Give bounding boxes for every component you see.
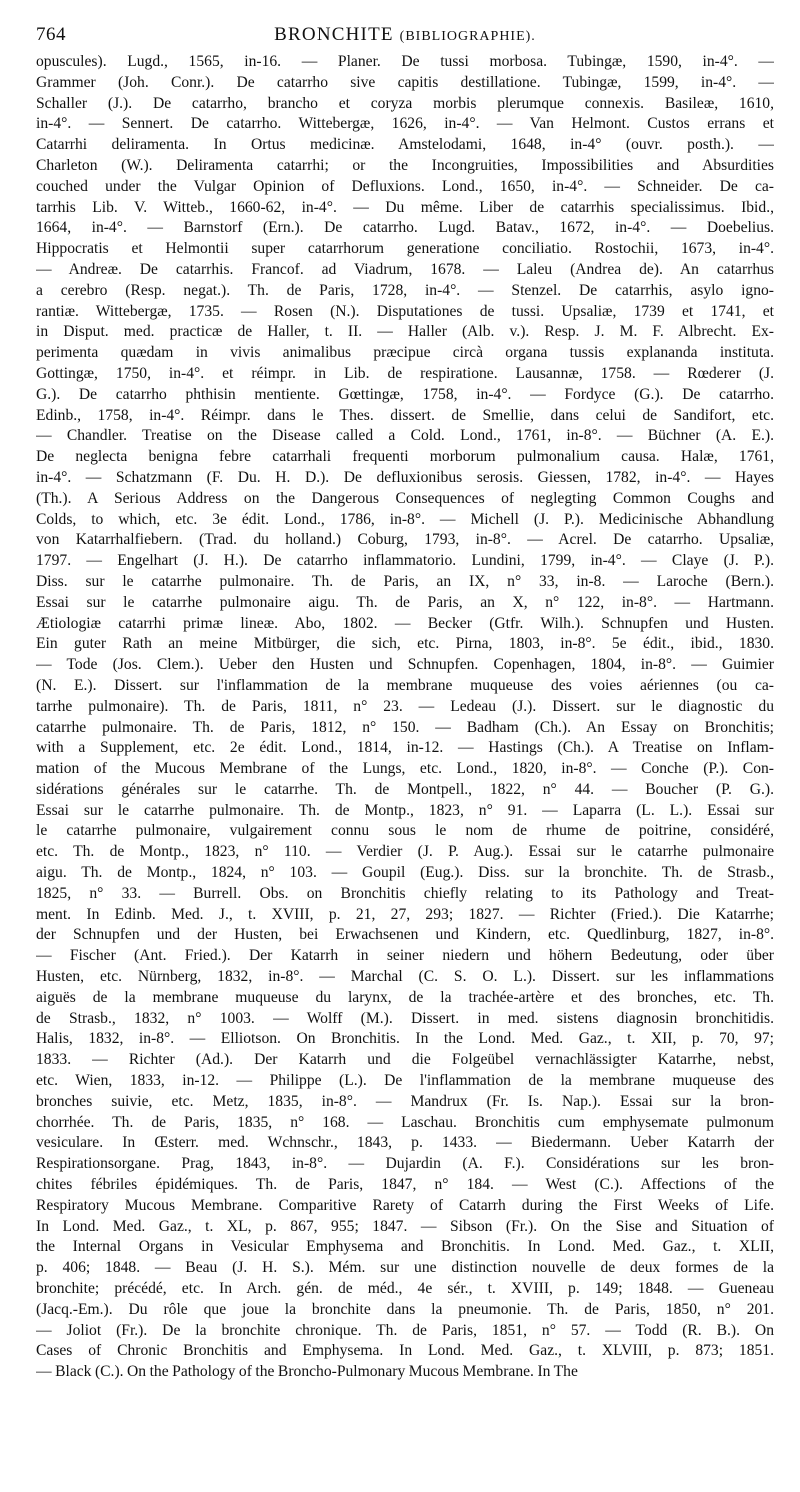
text-line: Respiratory Mucous Membrane. Comparitive Rarety of Catarrh during the First Weeks of Life.	[36, 1196, 774, 1214]
text-line: Halis, 1832, in-8°. — Elliotson. On Bronchitis. In the Lond. Med. Gaz., t. XII, p. 70, 97;	[36, 1030, 774, 1048]
text-line: vesiculare. In Œsterr. med. Wchnschr., 1843, p. 1433. — Biedermann. Ueber Katarrh der	[36, 1134, 774, 1152]
running-header	[36, 18, 774, 52]
page-number: 764	[36, 24, 66, 45]
text-line: Essai sur le catarrhe pulmonaire. Th. de Montp., 1823, n° 91. — Laparra (L. L.). Essai sur	[36, 801, 774, 819]
page	[36, 18, 774, 1383]
text-line: Edinb., 1758, in-4°. Réimpr. dans le Thes. dissert. de Smellie, dans celui de Sandifort, etc.	[36, 406, 774, 424]
text-line: etc. Wien, 1833, in-12. — Philippe (L.). De l'inflammation de la membrane muqueuse des	[36, 1072, 774, 1090]
text-line: Cases of Chronic Bronchitis and Emphysema. In Lond. Med. Gaz., t. XLVIII, p. 873; 1851.	[36, 1342, 774, 1360]
text-line: — Joliot (Fr.). De la bronchite chronique. Th. de Paris, 1851, n° 57. — Todd (R. B.). On	[36, 1321, 774, 1339]
text-line: — Fischer (Ant. Fried.). Der Katarrh in seiner niedern und höhern Bedeutung, oder über	[36, 947, 774, 965]
running-title-subtitle: (BIBLIOGRAPHIE).	[399, 29, 536, 44]
text-line: in-4°. — Schatzmann (F. Du. H. D.). De defluxionibus serosis. Giessen, 1782, in-4°. — Hayes	[36, 468, 774, 486]
text-line: aiguës de la membrane muqueuse du larynx, de la trachée-artère et des bronches, etc. Th.	[36, 988, 774, 1006]
text-line: Husten, etc. Nürnberg, 1832, in-8°. — Marchal (C. S. O. L.). Dissert. sur les inflammations	[36, 968, 774, 986]
text-line: Diss. sur le catarrhe pulmonaire. Th. de Paris, an IX, n° 33, in-8. — Laroche (Bern.).	[36, 572, 774, 590]
text-line: Schaller (J.). De catarrho, brancho et coryza morbis plerumque connexis. Basileæ, 1610,	[36, 94, 774, 112]
text-line: Hippocratis et Helmontii super catarrhorum generatione conciliatio. Rostochii, 1673, in-4°.	[36, 240, 774, 258]
text-line: (Th.). A Serious Address on the Dangerous Consequences of neglegting Common Coughs and	[36, 489, 774, 507]
text-line: In Lond. Med. Gaz., t. XL, p. 867, 955; 1847. — Sibson (Fr.). On the Sise and Situation of	[36, 1217, 774, 1235]
text-line: perimenta quædam in vivis animalibus præcipue circà organa tussis explananda instituta.	[36, 344, 774, 362]
text-line: Gottingæ, 1750, in-4°. et réimpr. in Lib. de respiratione. Lausannæ, 1758. — Rœderer (J.	[36, 364, 774, 382]
text-line: (N. E.). Dissert. sur l'inflammation de la membrane muqueuse des voies aériennes (ou ca-	[36, 676, 774, 694]
text-line: the Internal Organs in Vesicular Emphysema and Bronchitis. In Lond. Med. Gaz., t. XLII,	[36, 1238, 774, 1256]
text-line: Grammer (Joh. Conr.). De catarrho sive capitis destillatione. Tubingæ, 1599, in-4°. —	[36, 73, 774, 91]
text-line: couched under the Vulgar Opinion of Defluxions. Lond., 1650, in-4°. — Schneider. De ca-	[36, 177, 774, 195]
text-line: Ein guter Rath an meine Mitbürger, die sich, etc. Pirna, 1803, in-8°. 5e édit., ibid., 1830.	[36, 635, 774, 653]
text-line: p. 406; 1848. — Beau (J. H. S.). Mém. sur une distinction nouvelle de deux formes de la	[36, 1259, 774, 1277]
text-line: with a Supplement, etc. 2e édit. Lond., 1814, in-12. — Hastings (Ch.). A Treatise on Inflam-	[36, 739, 774, 757]
text-line: mation of the Mucous Membrane of the Lungs, etc. Lond., 1820, in-8°. — Conche (P.). Con-	[36, 760, 774, 778]
running-title	[36, 24, 774, 46]
text-line: De neglecta benigna febre catarrhali frequenti morborum pulmonalium causa. Halæ, 1761,	[36, 448, 774, 466]
text-line: der Schnupfen und der Husten, bei Erwachsenen und Kindern, etc. Quedlinburg, 1827, in-8°.	[36, 926, 774, 944]
text-line: chites fébriles épidémiques. Th. de Paris, 1847, n° 184. — West (C.). Affections of the	[36, 1176, 774, 1194]
text-line: tarrhe pulmonaire). Th. de Paris, 1811, n° 23. — Ledeau (J.). Dissert. sur le diagnostic du	[36, 697, 774, 715]
text-line: — Chandler. Treatise on the Disease called a Cold. Lond., 1761, in-8°. — Büchner (A. E.).	[36, 427, 774, 445]
text-line: Ætiologiæ catarrhi primæ lineæ. Abo, 1802. — Becker (Gtfr. Wilh.). Schnupfen und Husten.	[36, 614, 774, 632]
text-line: rantiæ. Wittebergæ, 1735. — Rosen (N.). Disputationes de tussi. Upsaliæ, 1739 et 1741, et	[36, 302, 774, 320]
text-line: — Black (C.). On the Pathology of the Broncho-Pulmonary Mucous Membrane. In The	[36, 1363, 578, 1381]
text-line: 1825, n° 33. — Burrell. Obs. on Bronchitis chiefly relating to its Pathology and Treat-	[36, 884, 774, 902]
text-line: a cerebro (Resp. negat.). Th. de Paris, 1728, in-4°. — Stenzel. De catarrhis, asylo igno-	[36, 281, 774, 299]
text-line: — Andreæ. De catarrhis. Francof. ad Viadrum, 1678. — Laleu (Andrea de). An catarrhus	[36, 260, 774, 278]
text-line: Respirationsorgane. Prag, 1843, in-8°. — Dujardin (A. F.). Considérations sur les bron-	[36, 1155, 774, 1173]
text-line: 1833. — Richter (Ad.). Der Katarrh und die Folgeübel vernachlässigter Katarrhe, nebst,	[36, 1051, 774, 1069]
text-line: — Tode (Jos. Clem.). Ueber den Husten und Schnupfen. Copenhagen, 1804, in-8°. — Guimier	[36, 656, 774, 674]
text-line: Charleton (W.). Deliramenta catarrhi; or the Incongruities, Impossibilities and Absurdities	[36, 156, 774, 174]
text-line: tarrhis Lib. V. Witteb., 1660-62, in-4°. — Du même. Liber de catarrhis specialissimus. Ibid.,	[36, 198, 774, 216]
text-line: in-4°. — Sennert. De catarrho. Wittebergæ, 1626, in-4°. — Van Helmont. Custos errans et	[36, 115, 774, 133]
text-line: 1797. — Engelhart (J. H.). De catarrho inflammatorio. Lundini, 1799, in-4°. — Claye (J. P.).	[36, 552, 774, 570]
text-line: bronchite; précédé, etc. In Arch. gén. de méd., 4e sér., t. XVIII, p. 149; 1848. — Gueneau	[36, 1280, 774, 1298]
text-line: opuscules). Lugd., 1565, in-16. — Planer. De tussi morbosa. Tubingæ, 1590, in-4°. —	[36, 53, 774, 70]
text-line: ment. In Edinb. Med. J., t. XVIII, p. 21, 27, 293; 1827. — Richter (Fried.). Die Katarrhe;	[36, 905, 774, 923]
text-line: von Katarrhalfiebern. (Trad. du holland.) Coburg, 1793, in-8°. — Acrel. De catarrho. Upsaliæ,	[36, 531, 774, 549]
text-line: Essai sur le catarrhe pulmonaire aigu. Th. de Paris, an X, n° 122, in-8°. — Hartmann.	[36, 593, 774, 611]
text-line: 1664, in-4°. — Barnstorf (Ern.). De catarrho. Lugd. Batav., 1672, in-4°. — Doebelius.	[36, 219, 774, 237]
text-line: de Strasb., 1832, n° 1003. — Wolff (M.). Dissert. in med. sistens diagnosin bronchitidis.	[36, 1009, 774, 1027]
text-line: (Jacq.-Em.). Du rôle que joue la bronchite dans la pneumonie. Th. de Paris, 1850, n° 201.	[36, 1300, 774, 1318]
text-line: chorrhée. Th. de Paris, 1835, n° 168. — Laschau. Bronchitis cum emphysemate pulmonum	[36, 1113, 774, 1131]
text-line: G.). De catarrho phthisin mentiente. Gœttingæ, 1758, in-4°. — Fordyce (G.). De catarrho.	[36, 385, 774, 403]
text-line: le catarrhe pulmonaire, vulgairement connu sous le nom de rhume de poitrine, considéré,	[36, 822, 774, 840]
text-line: Catarrhi deliramenta. In Ortus medicinæ. Amstelodami, 1648, in-4° (ouvr. posth.). —	[36, 136, 774, 154]
text-line: aigu. Th. de Montp., 1824, n° 103. — Goupil (Eug.). Diss. sur la bronchite. Th. de Strasb.,	[36, 864, 774, 882]
text-line: sidérations générales sur le catarrhe. Th. de Montpell., 1822, n° 44. — Boucher (P. G.).	[36, 780, 774, 798]
text-line: bronches suivie, etc. Metz, 1835, in-8°. — Mandrux (Fr. Is. Nap.). Essai sur la bron-	[36, 1092, 774, 1110]
running-title-main: BRONCHITE	[274, 24, 394, 45]
text-line: etc. Th. de Montp., 1823, n° 110. — Verdier (J. P. Aug.). Essai sur le catarrhe pulmonaire	[36, 843, 774, 861]
text-line: in Disput. med. practicæ de Haller, t. II. — Haller (Alb. v.). Resp. J. M. F. Albrecht. Ex-	[36, 323, 774, 341]
bibliography-text	[36, 52, 774, 1383]
text-line: catarrhe pulmonaire. Th. de Paris, 1812, n° 150. — Badham (Ch.). An Essay on Bronchitis;	[36, 718, 774, 736]
text-line: Colds, to which, etc. 3e édit. Lond., 1786, in-8°. — Michell (J. P.). Medicinische Abhandlung	[36, 510, 774, 528]
